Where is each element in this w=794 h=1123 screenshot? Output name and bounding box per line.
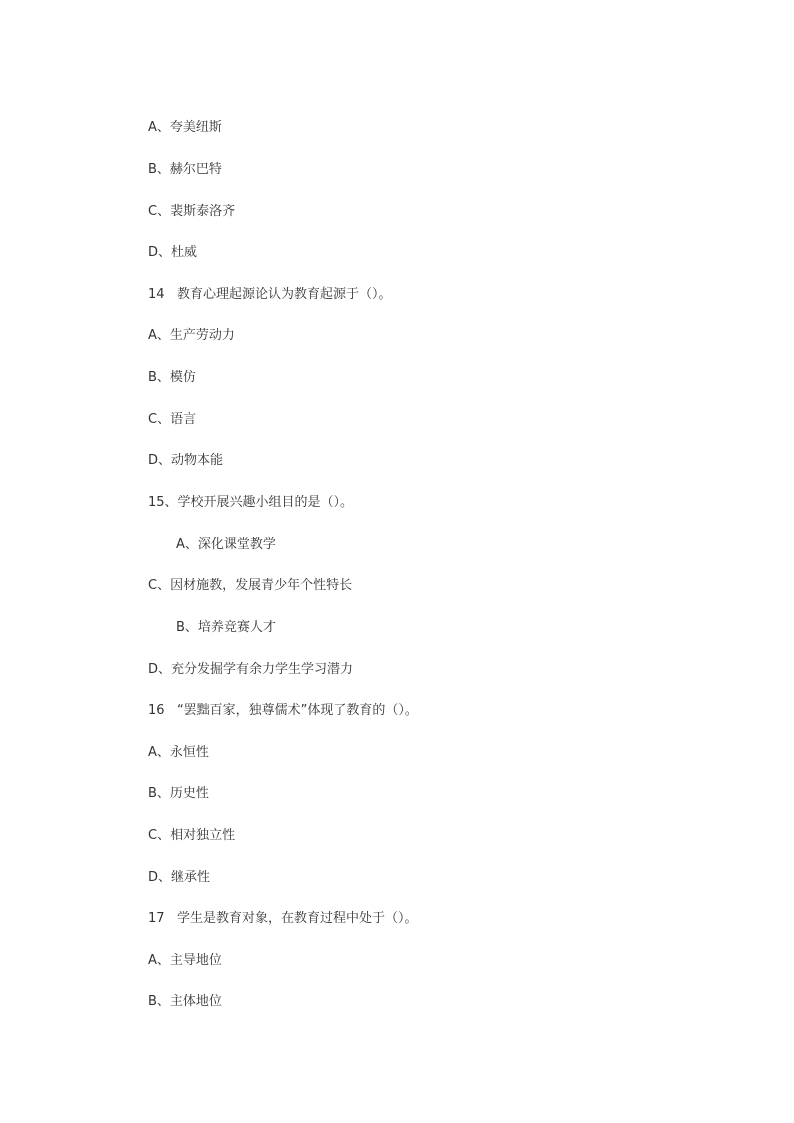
- option-a-q15: A、深化课堂教学: [176, 537, 276, 552]
- option-b-q14: B、模仿: [148, 370, 196, 385]
- option-d-q15: D、充分发掘学有余力学生学习潜力: [148, 662, 354, 677]
- option-c-q14: C、语言: [148, 412, 197, 427]
- option-a-q16: A、永恒性: [148, 745, 209, 760]
- option-b-q13: B、赫尔巴特: [148, 162, 222, 177]
- question-16: 16 “罢黜百家，独尊儒术”体现了教育的（）。: [148, 703, 418, 718]
- option-d-q16: D、继承性: [148, 870, 211, 885]
- option-a-q13: A、夸美纽斯: [148, 120, 222, 135]
- option-b-q16: B、历史性: [148, 786, 209, 801]
- option-c-q13: C、裴斯泰洛齐: [148, 204, 236, 219]
- option-a-q17: A、主导地位: [148, 953, 222, 968]
- option-a-q14: A、生产劳动力: [148, 328, 235, 343]
- question-14: 14 教育心理起源论认为教育起源于（）。: [148, 287, 392, 302]
- option-c-q15: C、因材施教，发展青少年个性特长: [148, 578, 353, 593]
- question-15: 15、学校开展兴趣小组目的是（）。: [148, 495, 354, 510]
- option-b-q15: B、培养竞赛人才: [176, 620, 276, 635]
- question-17: 17 学生是教育对象，在教育过程中处于（）。: [148, 911, 418, 926]
- option-c-q16: C、相对独立性: [148, 828, 236, 843]
- option-b-q17: B、主体地位: [148, 994, 222, 1009]
- option-d-q13: D、杜威: [148, 245, 198, 260]
- option-d-q14: D、动物本能: [148, 453, 224, 468]
